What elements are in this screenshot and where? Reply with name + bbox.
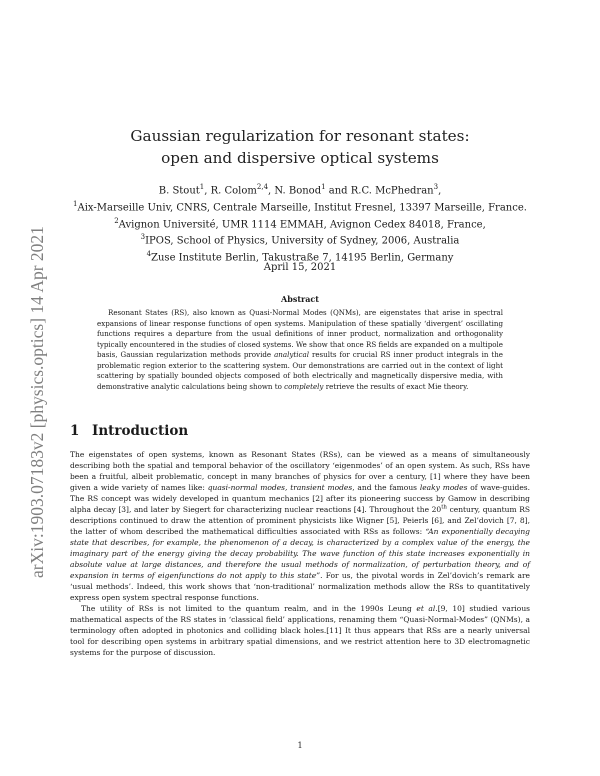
author-block	[40, 181, 560, 265]
section-body	[70, 449, 530, 658]
author-name: R.C. McPhedran	[350, 185, 434, 197]
author-list: B. Stout$^1$, R. Colom$^{2,4}$, N. Bonod$^1$ and R.C. McPhedran$^3$,	[158, 183, 442, 197]
author-affiliation-mark: 1	[321, 183, 326, 191]
author-name: R. Colom	[210, 185, 257, 197]
affiliation: $^1$Aix-Marseille Univ, CNRS, Centrale Marseille, Institut Fresnel, 13397 Marseille, France.	[73, 199, 527, 214]
page-number: 1	[297, 741, 303, 750]
author-affiliation-mark: 2,4	[256, 183, 269, 191]
zeldovich-quote: “An exponentially decaying state that describes, for example, the phenomenon of a decay, is characterized by a complex value of the energy, the imaginary part of the energy giving the decay probability. The wave function of this state increases exponentially in absolute value at large distances, and therefore the usual methods of normalization, of perturbation theory, and of expansion in terms of eigenfunctions do not apply to this state”	[70, 527, 530, 580]
affiliation: $^2$Avignon Université, UMR 1114 EMMAH, Avignon Cedex 84018, France,	[114, 216, 486, 230]
abstract-text: Resonant States (RS), also known as Quasi-Normal Modes (QNMs), are eigenstates that arise in spectral expansions of linear response functions of open systems. Manipulation of these spatially ‘divergent’ oscillating functions requires a departure from the usual definitions of inner product, normalization and orthogonality typically encountered in the studies of closed systems. We show that once RS fields are expanded on a multipole basis, Gaussian regularization methods provide analytical results for crucial RS inner product integrals in the problematic region exterior to the scattering system. Our demonstrations are carried out in the context of light scattering by spatially bounded objects composed of both electrically and magnetically dispersive media, with demonstrative analytic calculations being shown to completely retrieve the results of exact Mie theory.	[97, 308, 503, 391]
paragraph: The eigenstates of open systems, known as Resonant States (RSs), can be viewed as a means of simultaneously describing both the spatial and temporal behavior of the oscillatory ‘eigenmodes’ of an open system. As such, RSs have been a fruitful, albeit problematic, concept in many branches of physics for over a century, [1] where they have been given a wide variety of names like: quasi-normal modes, transient modes, and the famous leaky modes of wave-guides. The RS concept was widely developed in quantum mechanics [2] after its pioneering success by Gamow in describing alpha decay [3], and later by Siegert for characterizing nuclear reactions [4]. Throughout the 20th century, quantum RS descriptions continued to draw the attention of prominent physicists like Wigner [5], Peierls [6], and Zel’dovich [7, 8], the latter of whom described the mathematical difficulties associated with RSs as follows: “An exponentially decaying state that describes, for example, the phenomenon of a decay, is characterized by a complex value of the energy, the imaginary part of the energy giving the decay probability. The wave function of this state increases exponentially in absolute value at large distances, and therefore the usual methods of normalization, of perturbation theory, and of expansion in terms of eigenfunctions do not apply to this state”. For us, the pivotal words in Zel’dovich’s remark are ‘usual methods’. Indeed, this work shows that ‘non-traditional’ normalization methods allow the RSs to quantitatively express open system spectral response functions.	[70, 450, 531, 602]
section-title: Introduction	[92, 423, 189, 439]
affiliation: $^3$IPOS, School of Physics, University of Sydney, 2006, Australia	[140, 233, 460, 247]
arxiv-identifier-text: arXiv:1903.07183v2 [physics.optics] 14 Apr 2021	[27, 226, 47, 578]
affiliation: $^4$Zuse Institute Berlin, Takustraße 7, 14195 Berlin, Germany	[146, 250, 454, 264]
author-affiliation-mark: 3	[433, 183, 439, 191]
section-heading	[70, 423, 188, 439]
title-line-1: Gaussian regularization for resonant states:	[130, 127, 470, 145]
author-name: N. Bonod	[274, 185, 322, 197]
author-affiliation-mark: 1	[199, 183, 205, 191]
title-line-2: open and dispersive optical systems	[161, 149, 439, 167]
paper-title	[80, 125, 520, 169]
publication-date: April 15, 2021	[263, 262, 337, 273]
paragraph: The utility of RSs is not limited to the quantum realm, and in the 1990s Leung et al.[9, 10] studied various mathematical aspects of the RS states in ‘classical field’ applications, renaming them “Quasi-Normal-Modes” (QNMs), a terminology often adopted in photonics and colliding black holes.[11] It thus appears that RSs are a nearly universal tool for describing open systems in arbitrary spatial dimensions, and we restrict attention here to 3D electromagnetic systems for the purpose of discussion.	[70, 604, 531, 657]
section-number: 1	[70, 423, 80, 439]
author-name: B. Stout	[158, 185, 200, 197]
abstract-heading: Abstract	[281, 294, 319, 304]
arxiv-identifier-stamp[interactable]	[0, 0, 47, 776]
